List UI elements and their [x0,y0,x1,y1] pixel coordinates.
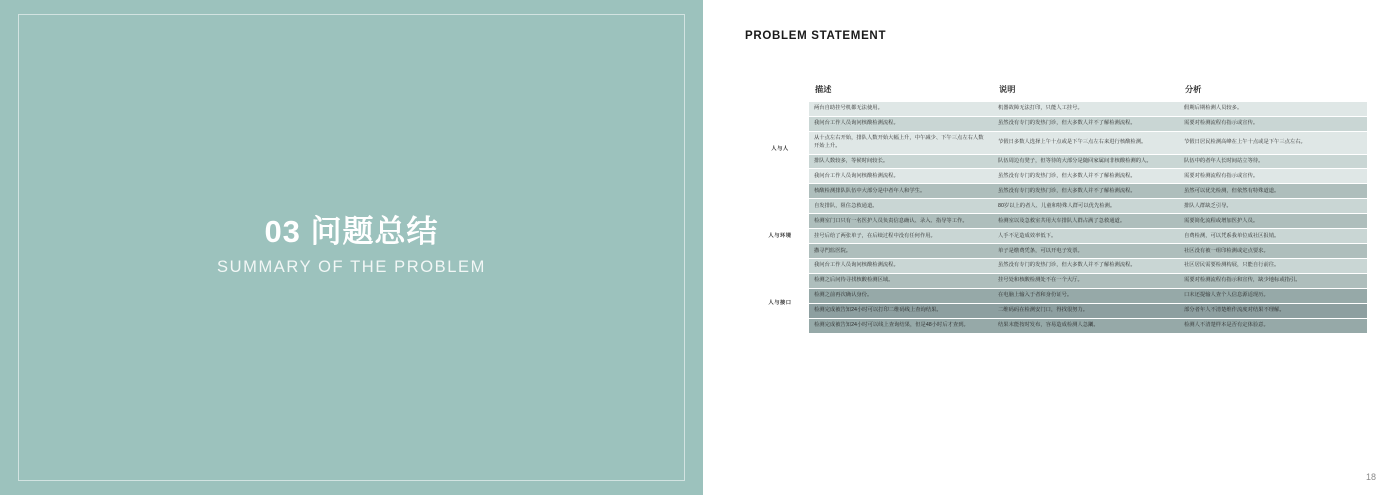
cell-analysis: 社区没有被一组印检测或定点要求。 [1179,244,1367,259]
column-header-description: 描述 [815,85,832,94]
cell-note: 二维码码在检测安门口，得找很努力。 [993,304,1179,319]
cell-analysis: 排队人群缺乏引导。 [1179,199,1367,214]
cell-description: 核酸检测排队队伍中大部分是中者年人和学生。 [809,184,993,199]
row-group-label: 人与人 [751,102,809,199]
table-row [751,102,1367,116]
table-row [751,304,1367,319]
cell-description: 从十点左右开始，排队人数开始大幅上升，中午减少、下午三点左右人数开始上升。 [809,131,993,154]
cell-note: 结果末能按时发布，容易造成检测人急躪。 [993,319,1179,334]
cell-note: 队伍周边有凳子，但等待的大部分是随回家属间非核酸检测的人。 [993,154,1179,169]
cell-analysis: 虽然可以优先检测，但依然有特殊道道。 [1179,184,1367,199]
cell-analysis: 需要对检测流程有指示和宣传，缺少地标或指引。 [1179,274,1367,289]
cell-description: 挂号后给了两张单子，在后续过程中没有任何作用。 [809,229,993,244]
cell-note: 虽然没有专门的发热门诊，但大多数人并不了解检测流程。 [993,116,1179,131]
column-header-group [751,84,809,102]
cell-analysis: 需要对检测流程有指示或宣传。 [1179,116,1367,131]
column-header-note: 说明 [999,85,1016,94]
cell-analysis: 口末还提输人查个人信息源适现历。 [1179,289,1367,304]
table-row [751,244,1367,259]
cell-description: 检测室门口只有一名医护人员负责信息确认、录入、指导等工作。 [809,214,993,229]
cell-description: 我问台工作人员询问核酸检测流程。 [809,169,993,184]
cell-description: 自发排队，阻住急救通道。 [809,199,993,214]
cell-note: 人手不足造成效率低下。 [993,229,1179,244]
table-row [751,289,1367,304]
cell-note: 虽然没有专门的发热门诊，但大多数人并不了解检测流程。 [993,184,1179,199]
table-row [751,229,1367,244]
cell-description: 两台自助挂号机都无法使用。 [809,102,993,116]
cell-note: 虽然没有专门的发热门诊，但大多数人并不了解检测流程。 [993,169,1179,184]
cell-note: 挂号处和核酸检测处不在一个大厅。 [993,274,1179,289]
page-title: 03 问题总结 [264,214,439,249]
row-group-label: 人与环境 [751,199,809,274]
column-header-analysis: 分析 [1185,85,1202,94]
cell-analysis: 自费检测，可以凭系我单位成社区报销。 [1179,229,1367,244]
cell-note: 在电脑上输入于者和身份证号。 [993,289,1179,304]
cell-analysis: 社区居民需要检测构展，只能自行前往。 [1179,259,1367,274]
cell-analysis: 检测人不清楚样本是否有定体验意。 [1179,319,1367,334]
cell-note: 80岁以上的者人、儿童和特殊人群可以优先检测。 [993,199,1179,214]
table-row [751,154,1367,169]
table-row [751,274,1367,289]
cell-note: 检测室以及急救室共用大车排队人群占满了急救通道。 [993,214,1179,229]
section-heading: PROBLEM STATEMENT [745,30,887,42]
row-group-label: 人与接口 [751,274,809,334]
problem-matrix-table [751,84,1367,334]
table-row [751,116,1367,131]
table-row [751,199,1367,214]
cell-description: 检测之后问待寻找核酸检测区域。 [809,274,993,289]
cell-analysis: 队伍中的者年人长时间站立等待。 [1179,154,1367,169]
table-row [751,169,1367,184]
cell-description: 检测之前再次确认身份。 [809,289,993,304]
cell-analysis: 节假日居民检测高峰在上午十点或是下午三点左右。 [1179,131,1367,154]
cell-note: 节假日多数人选择上午十点或是下午三点左右来进行核酸检测。 [993,131,1179,154]
title-block [0,212,703,277]
cell-analysis: 假期后期检测人员较多。 [1179,102,1367,116]
cell-analysis: 需要简化流程或增加医护人员。 [1179,214,1367,229]
cell-description: 排队人数较多，等候时间较长。 [809,154,993,169]
cell-note: 虽然没有专门的发热门诊，但大多数人并不了解检测流程。 [993,259,1179,274]
cell-description: 撒寻門监医院。 [809,244,993,259]
table-body [751,102,1367,334]
table-row [751,184,1367,199]
cell-analysis: 部分者年人不清楚维作流度对结果不理解。 [1179,304,1367,319]
cell-description: 检测完成被告知24小时可以线上查询结果，但是48小时后才查到。 [809,319,993,334]
cell-description: 检测完成被告知24小时可以打印二维码线上查询结果。 [809,304,993,319]
cell-description: 我问台工作人员询问核酸检测流程。 [809,116,993,131]
cell-note: 单子是缴费凭条，可以开电子发票。 [993,244,1179,259]
table-row [751,259,1367,274]
table-row [751,131,1367,154]
cell-note: 机器故障无法打印，只能人工挂号。 [993,102,1179,116]
page-number: 18 [1365,472,1376,482]
cell-analysis: 需要对检测流程有指示或宣传。 [1179,169,1367,184]
page-subtitle: SUMMARY OF THE PROBLEM [217,258,486,276]
right-content-panel [703,0,1400,495]
table-row [751,214,1367,229]
table-row [751,319,1367,334]
cell-description: 我问台工作人员询问核酸检测流程。 [809,259,993,274]
table-header-row [751,84,1367,102]
